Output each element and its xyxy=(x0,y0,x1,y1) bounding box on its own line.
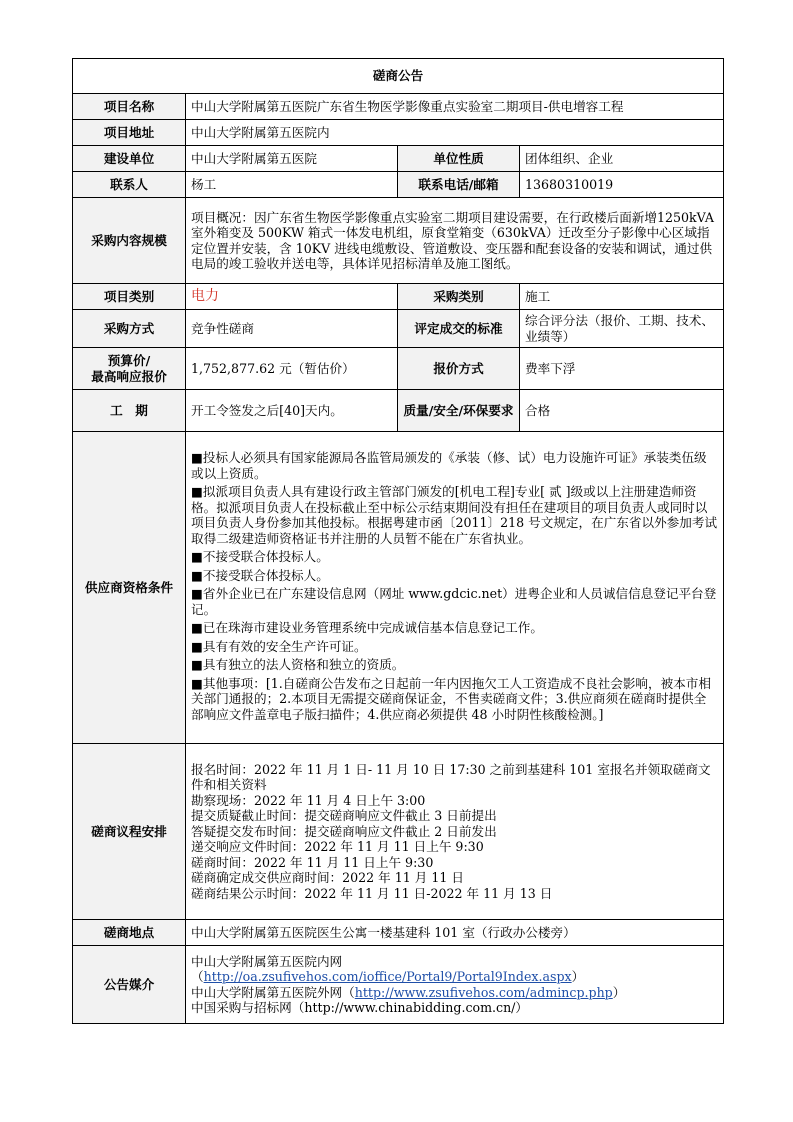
media-item-chinabidding xyxy=(191,1000,718,1016)
evaluation-standard-label: 评定成交的标准 xyxy=(398,310,520,348)
qualification-item: ■不接受联合体投标人。 xyxy=(191,567,329,583)
project-name-value: 中山大学附属第五医院广东省生物医学影像重点实验室二期项目-供电增容工程 xyxy=(186,94,724,120)
qualification-item: ■已在珠海市建设业务管理系统中完成诚信基本信息登记工作。 xyxy=(191,620,543,635)
procurement-scope-label: 采购内容规模 xyxy=(73,198,186,284)
procurement-category-label: 采购类别 xyxy=(398,284,520,310)
qualification-item: ■省外企业已在广东建设信息网（网址 www.gdcic.net）进粤企业和人员诚信信息登记平台登记。 xyxy=(191,586,717,617)
procurement-category-value: 施工 xyxy=(520,284,724,310)
budget-label-line2: 最高响应报价 xyxy=(91,368,167,384)
notice-table xyxy=(72,58,724,1024)
page-title: 磋商公告 xyxy=(73,59,724,94)
schedule-item: 报名时间：2022 年 11 月 1 日- 11 月 10 日 17:30 之前到基建科 101 室报名并领取磋商文件和相关资料 xyxy=(191,761,711,793)
contact-phone-label: 联系电话/邮箱 xyxy=(398,172,520,198)
construction-unit-label: 建设单位 xyxy=(73,146,186,172)
quote-method-value: 费率下浮 xyxy=(520,348,724,390)
project-category-value xyxy=(186,284,398,310)
schedule-label: 磋商议程安排 xyxy=(73,744,186,920)
contact-value: 杨工 xyxy=(186,172,398,198)
media-prefix: 中山大学附属第五医院外网（ xyxy=(191,984,355,1000)
qualifications-list xyxy=(186,432,724,744)
procurement-method-value: 竞争性磋商 xyxy=(186,310,398,348)
schedule-item: 磋商时间：2022 年 11 月 11 日上午 9:30 xyxy=(191,854,434,870)
quality-label: 质量/安全/环保要求 xyxy=(398,390,520,432)
media-suffix: ） xyxy=(571,969,585,984)
budget-label-line1: 预算价/ xyxy=(107,353,151,368)
project-name-label: 项目名称 xyxy=(73,94,186,120)
unit-nature-label: 单位性质 xyxy=(398,146,520,172)
intranet-link[interactable]: http://oa.zsufivehos.com/ioffice/Portal9/Portal9Index.aspx xyxy=(203,969,572,984)
quality-value: 合格 xyxy=(520,390,724,432)
quote-method-label: 报价方式 xyxy=(398,348,520,390)
media-list xyxy=(186,946,724,1024)
unit-nature-value: 团体组织、企业 xyxy=(520,146,724,172)
location-label: 磋商地点 xyxy=(73,920,186,946)
media-prefix: 中国采购与招标网（http://www.chinabidding.com.cn/） xyxy=(191,1000,529,1015)
project-category-label: 项目类别 xyxy=(73,284,186,310)
procurement-scope-value: 项目概况：因广东省生物医学影像重点实验室二期项目建设需要，在行政楼后面新增1250kVA 室外箱变及 500KW 箱式一体发电机组，原食堂箱变（630kVA）迁改至分子影像中心区域指定位置并安装，含 10KV 进线电缆敷设、管道敷设、变压器和配套设备的安装和调试，通过供电局的竣工验收并送电等，具体详见招标清单及施工图纸。 xyxy=(186,198,724,284)
qualification-item: ■具有有效的安全生产许可证。 xyxy=(191,638,367,654)
qualifications-label: 供应商资格条件 xyxy=(73,432,186,744)
budget-value: 1,752,877.62 元（暂估价） xyxy=(186,348,398,390)
project-address-value: 中山大学附属第五医院内 xyxy=(186,120,724,146)
schedule-item: 勘察现场：2022 年 11 月 4 日上午 3:00 xyxy=(191,792,426,808)
contact-label: 联系人 xyxy=(73,172,186,198)
construction-unit-value: 中山大学附属第五医院 xyxy=(186,146,398,172)
schedule-list xyxy=(186,744,724,920)
schedule-item: 磋商确定成交供应商时间：2022 年 11 月 11 日 xyxy=(191,870,465,886)
extranet-link[interactable]: http://www.zsufivehos.com/admincp.php xyxy=(354,984,613,1000)
location-value: 中山大学附属第五医院医生公寓一楼基建科 101 室（行政办公楼旁） xyxy=(186,920,724,946)
media-item-intranet xyxy=(191,954,718,985)
project-address-label: 项目地址 xyxy=(73,120,186,146)
qualification-item: ■拟派项目负责人具有建设行政主管部门颁发的[机电工程]专业[ 贰 ]级或以上注册建造师资格。拟派项目负责人在投标截止至中标公示结束期间没有担任在建项目的项目负责人或同时以项目负责人身份参加其他投标。根据粤建市函〔2011〕218 号文规定，在广东省以外参加考试取得二级建造师资格证书并注册的人员暂不能在广东省执业。 xyxy=(191,484,718,546)
media-suffix: ） xyxy=(612,984,626,1000)
media-label: 公告媒介 xyxy=(73,946,186,1024)
schedule-item: 答疑提交发布时间：提交磋商响应文件截止 2 日前发出 xyxy=(191,823,497,839)
schedule-item: 磋商结果公示时间：2022 年 11 月 11 日-2022 年 11 月 13 日 xyxy=(191,885,553,901)
qualification-item: ■其他事项：[1.自磋商公告发布之日起前一年内因拖欠工人工资造成不良社会影响，被本市相关部门通报的；2.本项目无需提交磋商保证金，不售卖磋商文件；3.供应商须在磋商时提供全部响应文件盖章电子版扫描件；4.供应商必须提供 48 小时阴性核酸检测。] xyxy=(191,675,711,722)
qualification-item: ■具有独立的法人资格和独立的资质。 xyxy=(191,657,405,672)
schedule-item: 递交响应文件时间：2022 年 11 月 11 日上午 9:30 xyxy=(191,839,484,855)
contact-phone-value: 13680310019 xyxy=(520,172,724,198)
procurement-method-label: 采购方式 xyxy=(73,310,186,348)
duration-label: 工 期 xyxy=(73,390,186,432)
schedule-item: 提交质疑截止时间：提交磋商响应文件截止 3 日前提出 xyxy=(191,808,497,824)
media-item-extranet xyxy=(191,985,718,1001)
budget-label xyxy=(73,348,186,390)
media-prefix: 中山大学附属第五医院内网（ xyxy=(191,953,343,984)
project-category-text: 电力 xyxy=(191,288,219,305)
qualification-item: ■不接受联合体投标人。 xyxy=(191,549,329,564)
qualification-item: ■投标人必须具有国家能源局各监管局颁发的《承装（修、试）电力设施许可证》承装类伍级或以上资质。 xyxy=(191,450,707,481)
evaluation-standard-value: 综合评分法（报价、工期、技术、业绩等） xyxy=(520,310,724,348)
duration-value: 开工令签发之后[40]天内。 xyxy=(186,390,398,432)
